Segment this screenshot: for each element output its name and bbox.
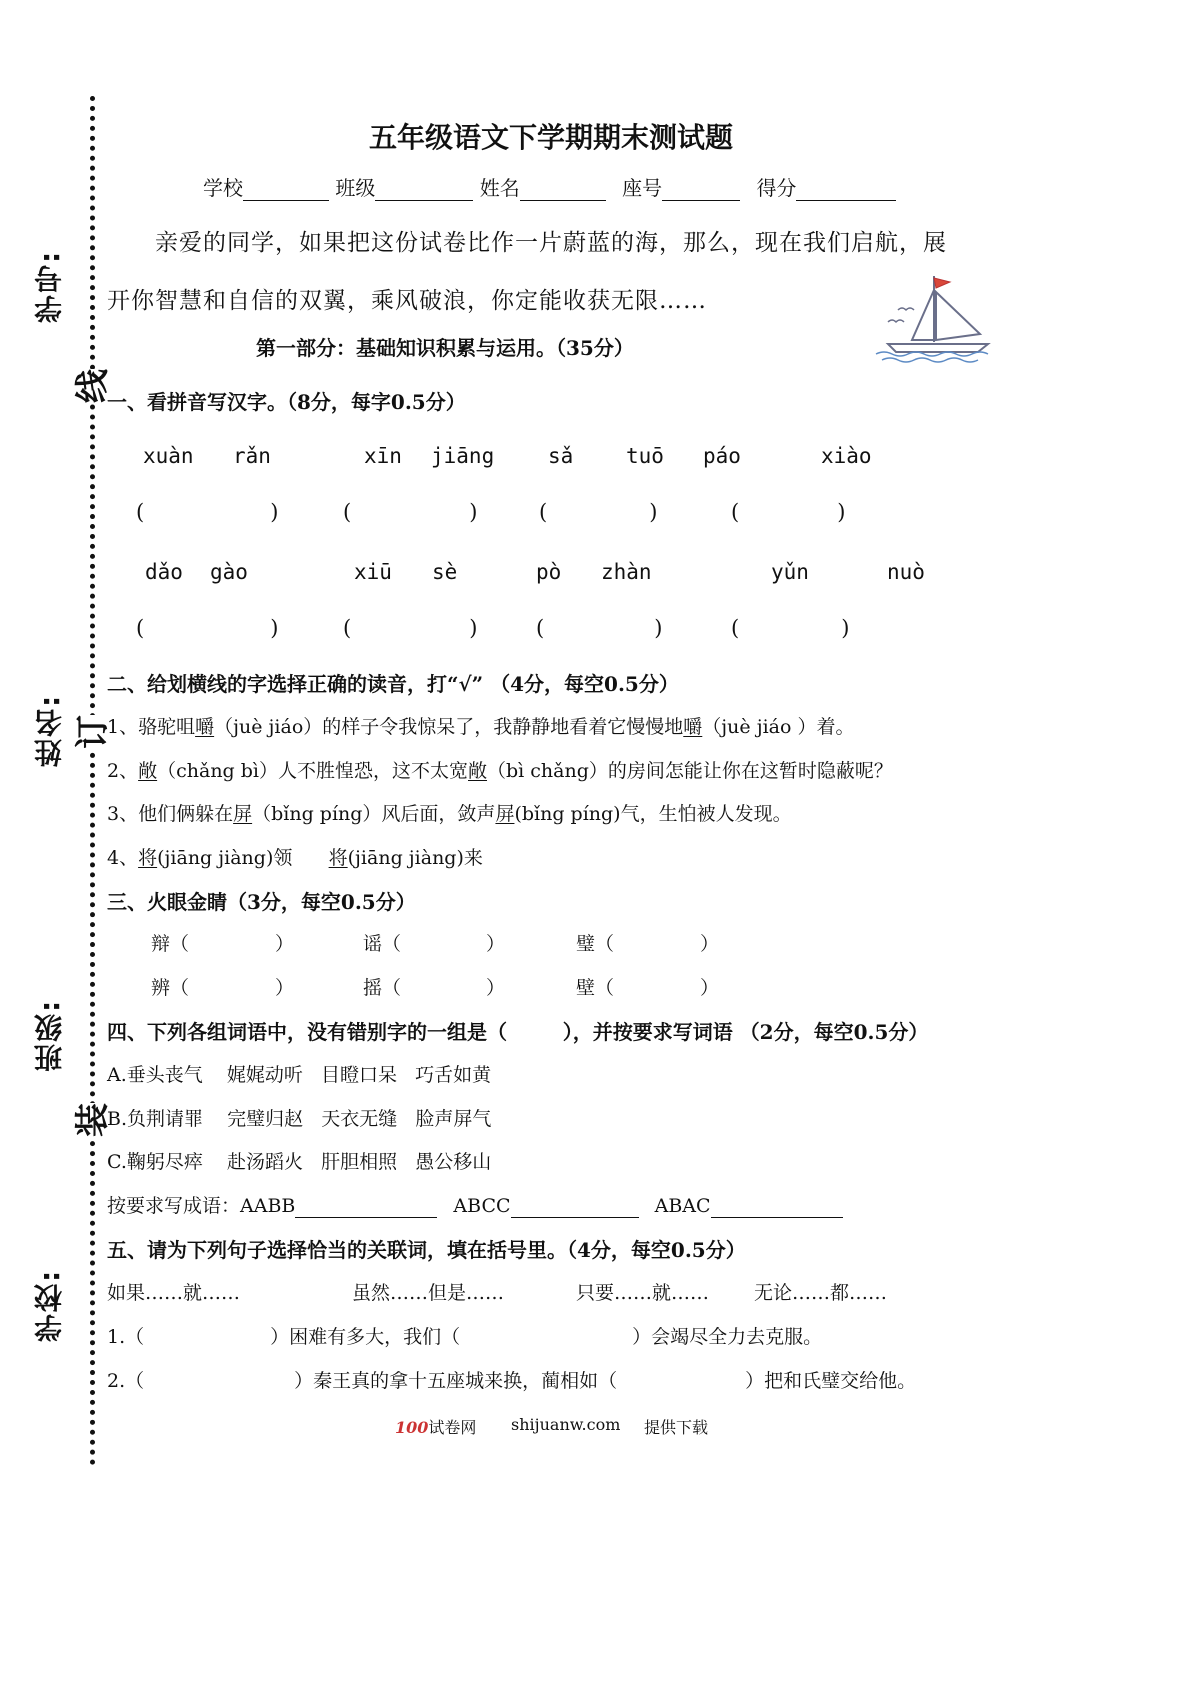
aabb-blank[interactable] xyxy=(295,1197,437,1218)
school-blank[interactable] xyxy=(243,180,329,201)
pinyin-yun: yǔn xyxy=(771,560,809,584)
s3-bian-2: 辨（ xyxy=(151,977,190,999)
footer-provide: 提供下载 xyxy=(644,1418,709,1437)
info-score: 得分 xyxy=(756,176,797,200)
abcc-label: ABCC xyxy=(453,1195,511,1217)
pinyin-sa: sǎ xyxy=(548,444,574,468)
answer-paren-4[interactable]: ( ) xyxy=(731,500,846,524)
s3-close-1[interactable]: ） xyxy=(275,933,295,955)
answer-paren-3[interactable]: ( ) xyxy=(539,500,658,524)
s2-heading: 二、给划横线的字选择正确的读音，打“√” （4分，每空0.5分） xyxy=(107,672,679,696)
intro-line-2: 开你智慧和自信的双翼，乘风破浪，你定能收获无限…… xyxy=(107,288,707,314)
abcc-blank[interactable] xyxy=(511,1197,639,1218)
s5-heading: 五、请为下列句子选择恰当的关联词，填在括号里。（4分，每空0.5分） xyxy=(107,1238,746,1262)
pinyin-ran: rǎn xyxy=(233,444,271,468)
s3-heading: 三、火眼金睛（3分，每空0.5分） xyxy=(107,890,416,914)
pinyin-dao: dǎo xyxy=(145,560,183,584)
info-school: 学校 xyxy=(203,176,243,200)
s3-yao-2: 摇（ xyxy=(363,977,402,999)
logo-100: 100 xyxy=(395,1418,429,1437)
s5-option-1: 如果……就…… xyxy=(107,1282,241,1304)
s3-close-2[interactable]: ） xyxy=(486,933,506,955)
pinyin-xiu: xiū xyxy=(354,560,392,584)
s3-yao-1: 谣（ xyxy=(363,933,402,955)
s2-line-3: 3、他们俩躲在屏（bǐng píng）风后面，敛声屏(bǐng píng)气，生怕被人发现。 xyxy=(107,803,792,825)
part1-heading: 第一部分：基础知识积累与运用。（35分） xyxy=(256,336,634,360)
sailboat-illustration xyxy=(868,268,1002,368)
info-name: 姓名 xyxy=(479,176,520,200)
s2-line-2: 2、敞（chǎng bì）人不胜惶恐，这不太宽敞（bì chǎng）的房间怎能让你在这暂时隐蔽呢？ xyxy=(107,760,893,782)
s3-bian-1: 辩（ xyxy=(151,933,190,955)
pinyin-tuo: tuō xyxy=(626,444,664,468)
pinyin-nuo: nuò xyxy=(887,560,925,584)
aabb-label: 按要求写成语：AABB xyxy=(107,1195,296,1217)
name-blank[interactable] xyxy=(520,180,606,201)
s3-bi-1: 璧（ xyxy=(576,933,615,955)
pinyin-se: sè xyxy=(432,560,458,584)
footer-site: 试卷网 xyxy=(428,1418,477,1437)
student-number-label: 学号: xyxy=(33,249,66,323)
s4-option-b[interactable]: B.负荆请罪 完璧归赵 天衣无缝 脸声屏气 xyxy=(107,1108,492,1130)
s3-close-6[interactable]: ） xyxy=(700,977,720,999)
info-line xyxy=(203,172,896,201)
s4-heading: 四、下列各组词语中，没有错别字的一组是（ ），并按要求写词语 （2分，每空0.5分） xyxy=(107,1020,929,1044)
s4-option-c[interactable]: C.鞠躬尽瘁 赴汤蹈火 肝胆相照 愚公移山 xyxy=(107,1151,492,1173)
pinyin-po: pò xyxy=(536,560,562,584)
s4-write-line xyxy=(107,1191,843,1218)
binding-dotted-line xyxy=(90,96,95,1466)
seat-blank[interactable] xyxy=(662,180,740,201)
page-title: 五年级语文下学期期末测试题 xyxy=(368,121,733,154)
s3-bi-2: 壁（ xyxy=(576,977,615,999)
s5-option-3: 只要……就…… xyxy=(576,1282,710,1304)
s2-line-1: 1、骆驼咀嚼（juè jiáo）的样子令我惊呆了，我静静地看着它慢慢地嚼（juè jiáo ）着。 xyxy=(107,716,855,738)
info-seat: 座号 xyxy=(622,176,663,200)
abac-label: ABAC xyxy=(654,1195,711,1217)
footer-logo xyxy=(395,1415,476,1438)
answer-paren-6[interactable]: ( ) xyxy=(343,616,478,640)
s1-heading: 一、看拼音写汉字。（8分，每字0.5分） xyxy=(107,390,466,414)
score-blank[interactable] xyxy=(796,180,896,201)
answer-paren-8[interactable]: ( ) xyxy=(731,616,850,640)
pinyin-xiao: xiào xyxy=(821,444,872,468)
pinyin-jiang: jiāng xyxy=(431,444,495,468)
class-blank[interactable] xyxy=(375,180,473,201)
s5-option-4: 无论……都…… xyxy=(754,1282,888,1304)
intro-line-1: 亲爱的同学，如果把这份试卷比作一片蔚蓝的海，那么，现在我们启航，展 xyxy=(155,230,947,256)
answer-paren-7[interactable]: ( ) xyxy=(536,616,663,640)
pinyin-xuan: xuàn xyxy=(143,444,194,468)
answer-paren-5[interactable]: ( ) xyxy=(136,616,279,640)
s3-close-5[interactable]: ） xyxy=(486,977,506,999)
binding-char-ding: 订 xyxy=(73,715,113,749)
abac-blank[interactable] xyxy=(711,1197,843,1218)
s2-line-4: 4、将(jiāng jiàng)领 将(jiāng jiàng)来 xyxy=(107,847,483,869)
info-class: 班级 xyxy=(335,176,376,200)
pinyin-xin: xīn xyxy=(364,444,402,468)
pinyin-zhan: zhàn xyxy=(601,560,652,584)
pinyin-gao: gào xyxy=(210,560,248,584)
answer-paren-2[interactable]: ( ) xyxy=(343,500,478,524)
s5-q1: 1.（ ）困难有多大，我们（ ）会竭尽全力去克服。 xyxy=(107,1326,823,1348)
binding-char-xian: 线 xyxy=(73,369,113,403)
name-label: 姓名: xyxy=(33,693,66,767)
footer-url[interactable]: shijuanw.com xyxy=(511,1415,621,1434)
s5-q2: 2.（ ）秦王真的拿十五座城来换，蔺相如（ ）把和氏璧交给他。 xyxy=(107,1370,917,1392)
s3-close-3[interactable]: ） xyxy=(700,933,720,955)
school-label: 学校: xyxy=(33,1268,66,1342)
pinyin-pao: páo xyxy=(703,444,741,468)
binding-char-zhuang: 装 xyxy=(73,1103,113,1137)
s3-close-4[interactable]: ） xyxy=(275,977,295,999)
s5-option-2: 虽然……但是…… xyxy=(352,1282,505,1304)
s4-option-a[interactable]: A.垂头丧气 娓娓动听 目瞪口呆 巧舌如黄 xyxy=(107,1064,492,1086)
class-label: 班级: xyxy=(33,998,66,1072)
answer-paren-1[interactable]: ( ) xyxy=(136,500,279,524)
